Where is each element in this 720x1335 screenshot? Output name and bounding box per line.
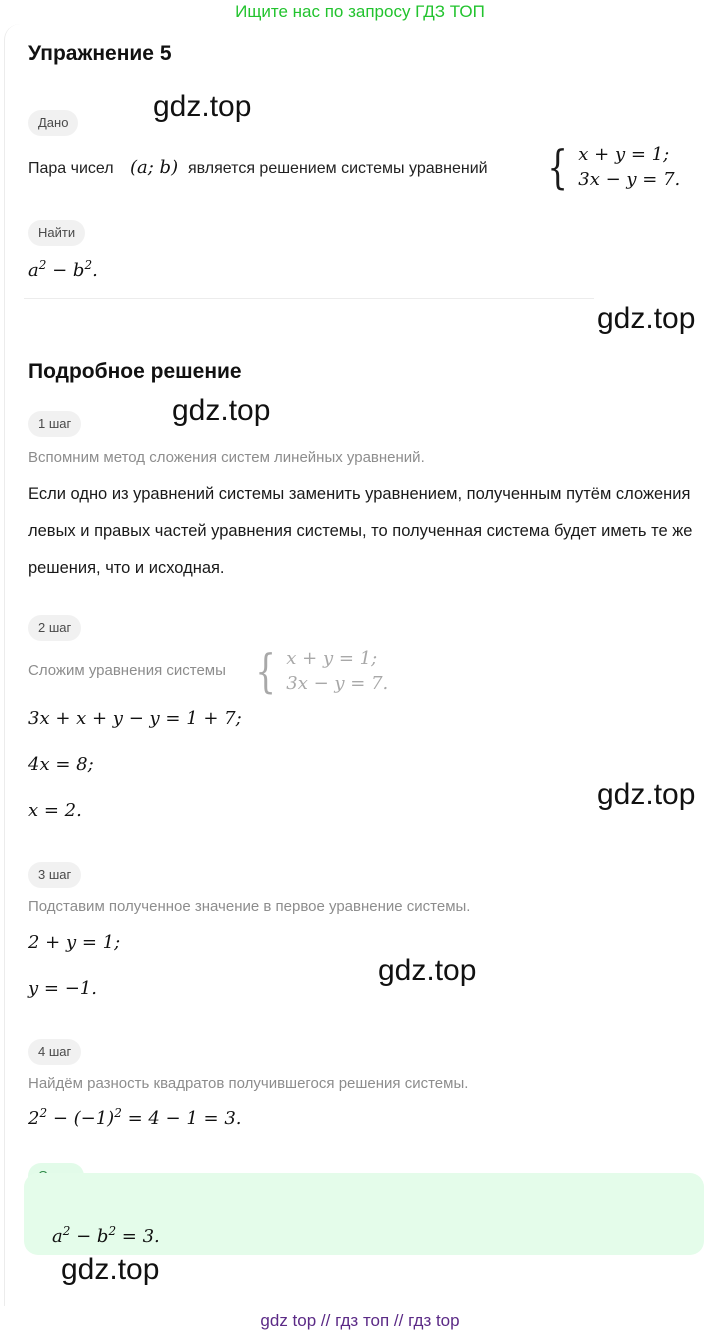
step-1-text: Если одно из уравнений системы заменить уравнением, полученным путём сложения левых и правых частей уравнения системы, то полученная система будет иметь те же решения, что и исходная.	[28, 485, 693, 577]
watermark: gdz.top	[378, 954, 477, 987]
find-expression: $a^2 - b^2$.	[28, 258, 98, 281]
step-3-hint: Подставим полученное значение в первое уравнение системы.	[28, 898, 471, 915]
brace-icon: {	[547, 140, 568, 194]
answer-expression: $a^2 - b^2 = 3$.	[52, 1224, 160, 1247]
step-2-hint: Сложим уравнения системы	[28, 662, 226, 679]
step-3-line-2: y = −1.	[28, 978, 97, 999]
section-divider	[24, 298, 594, 299]
watermark: gdz.top	[597, 302, 696, 335]
exercise-title: Упражнение 5	[28, 42, 172, 65]
given-eq1: x + y = 1;	[578, 144, 670, 165]
step-2-badge: 2 шаг	[28, 615, 81, 641]
given-eq2: 3x − y = 7.	[578, 169, 681, 190]
given-text-after: является решением системы уравнений	[188, 160, 488, 177]
step-2-eq1: x + y = 1;	[286, 648, 378, 669]
watermark: gdz.top	[61, 1253, 160, 1286]
footer-links[interactable]: gdz top // гдз топ // гдз top	[260, 1311, 460, 1330]
find-badge: Найти	[28, 220, 85, 246]
step-4-hint: Найдём разность квадратов получившегося решения системы.	[28, 1075, 469, 1092]
step-1-hint: Вспомним метод сложения систем линейных уравнений.	[28, 449, 425, 466]
step-4-line: $2^2 - (-1)^2 = 4 - 1 = 3$.	[28, 1106, 242, 1129]
given-pair: (a; b)	[130, 157, 179, 178]
step-4-badge: 4 шаг	[28, 1039, 81, 1065]
step-2-line-2: 4x = 8;	[28, 754, 94, 775]
watermark: gdz.top	[597, 778, 696, 811]
given-text-before: Пара чисел	[28, 160, 114, 177]
given-system	[543, 142, 680, 192]
step-1-badge: 1 шаг	[28, 411, 81, 437]
top-banner: Ищите нас по запросу ГДЗ ТОП	[235, 2, 485, 21]
given-badge: Дано	[28, 110, 78, 136]
watermark: gdz.top	[153, 90, 252, 123]
step-2-eq2: 3x − y = 7.	[286, 673, 389, 694]
solution-title: Подробное решение	[28, 360, 242, 383]
step-3-line-1: 2 + y = 1;	[28, 932, 121, 953]
step-2-system	[251, 646, 388, 696]
step-2-line-1: 3x + x + y − y = 1 + 7;	[28, 708, 242, 729]
brace-icon: {	[255, 644, 276, 698]
watermark: gdz.top	[172, 394, 271, 427]
step-2-line-3: x = 2.	[28, 800, 82, 821]
step-3-badge: 3 шаг	[28, 862, 81, 888]
